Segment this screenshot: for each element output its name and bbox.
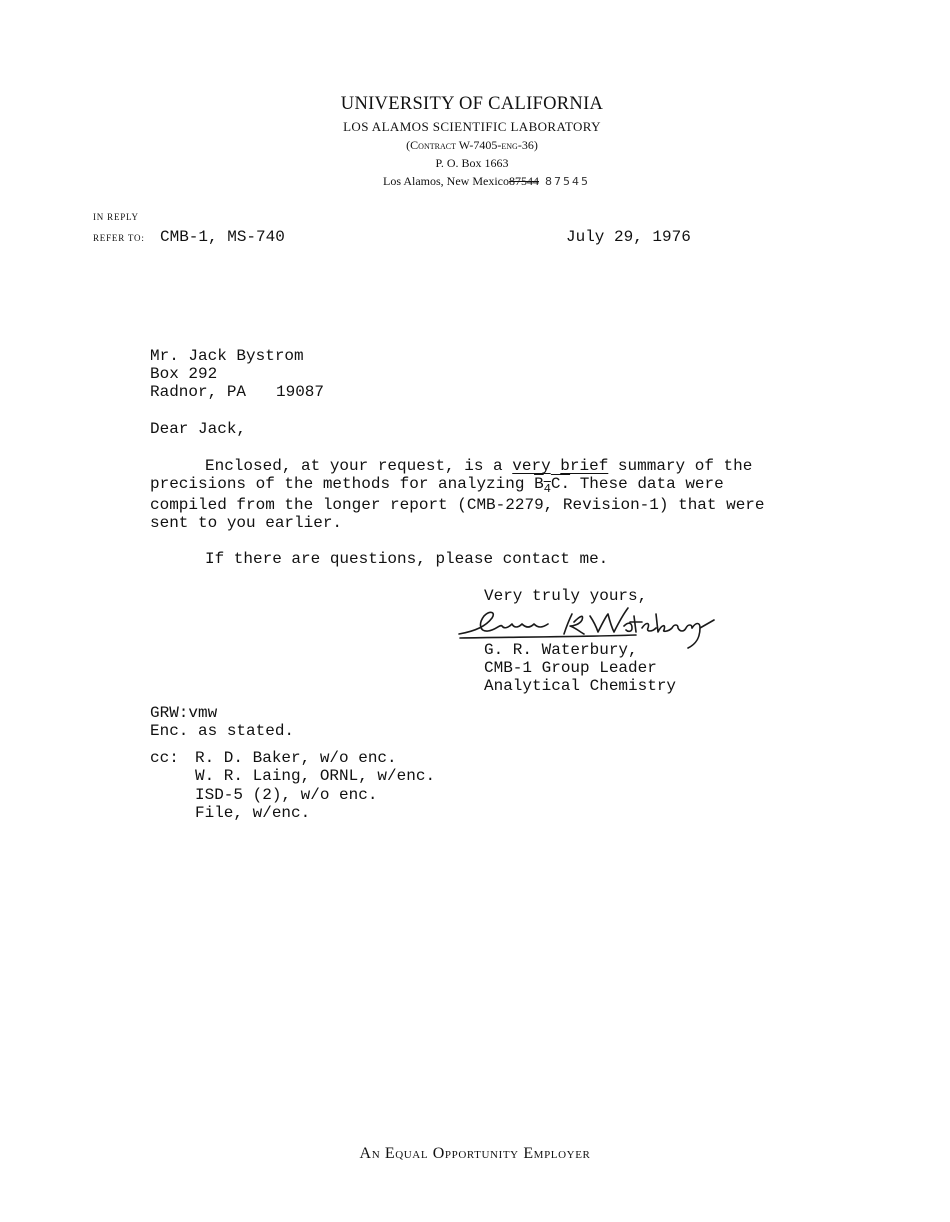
formula-c: C.: [550, 475, 571, 493]
cc-recipient: File, w/enc.: [195, 804, 311, 822]
body-line-3: compiled from the longer report (CMB-2279, Revision-1) that were: [150, 496, 765, 514]
body-line-1-b: summary of the: [617, 457, 753, 475]
emphasis-brief: brief: [560, 457, 609, 475]
signer-title: CMB-1 Group Leader: [484, 659, 657, 677]
letterhead-address: [383, 174, 590, 189]
cc-recipient: ISD-5 (2), w/o enc.: [195, 786, 378, 804]
body-line-2-a: precisions of the methods for analyzing: [150, 475, 525, 493]
letterhead-laboratory: LOS ALAMOS SCIENTIFIC LABORATORY: [343, 119, 601, 134]
typist-initials: GRW:vmw: [150, 704, 218, 722]
cc-recipient: W. R. Laing, ORNL, w/enc.: [195, 767, 436, 785]
cc-label: cc:: [150, 749, 179, 767]
recipient-name: Mr. Jack Bystrom: [150, 347, 304, 365]
zip-handwritten: 87545: [544, 175, 590, 188]
body-line-1: [205, 457, 752, 475]
contract-text: (Contract W-7405-eng-36): [406, 138, 538, 152]
body-line-2: [150, 475, 724, 496]
body-paragraph-2: If there are questions, please contact me.: [205, 550, 609, 568]
refer-to-label: REFER TO:: [93, 233, 145, 243]
valediction: Very truly yours,: [484, 587, 648, 605]
letterhead-city: Los Alamos, New Mexico: [383, 174, 509, 188]
recipient-box: Box 292: [150, 365, 218, 383]
recipient-zip: 19087: [276, 383, 325, 401]
enclosure-note: Enc. as stated.: [150, 722, 295, 740]
footer-eoe: An Equal Opportunity Employer: [359, 1145, 591, 1162]
letter-date: July 29, 1976: [566, 228, 691, 246]
in-reply-label: IN REPLY: [93, 212, 139, 222]
salutation: Dear Jack,: [150, 420, 247, 438]
formula-subscript: 4: [543, 482, 551, 497]
zip-struck: 87544: [508, 174, 539, 188]
emphasis-very: very: [512, 457, 551, 475]
letterhead-institution: UNIVERSITY OF CALIFORNIA: [340, 94, 604, 114]
signer-department: Analytical Chemistry: [484, 677, 677, 695]
letterhead-contract: [0, 138, 944, 153]
body-line-4: sent to you earlier.: [150, 514, 343, 532]
formula-b4c: [534, 475, 571, 497]
signer-name: G. R. Waterbury,: [484, 641, 638, 659]
letterhead-po-box: P. O. Box 1663: [435, 156, 509, 170]
body-line-1-a: Enclosed, at your request, is a: [205, 457, 503, 475]
recipient-city-state: Radnor, PA: [150, 383, 247, 401]
refer-to-value: CMB-1, MS-740: [160, 228, 285, 246]
body-line-2-d: These data were: [579, 475, 724, 493]
formula-b: B: [534, 475, 544, 493]
cc-recipient: R. D. Baker, w/o enc.: [195, 749, 397, 767]
